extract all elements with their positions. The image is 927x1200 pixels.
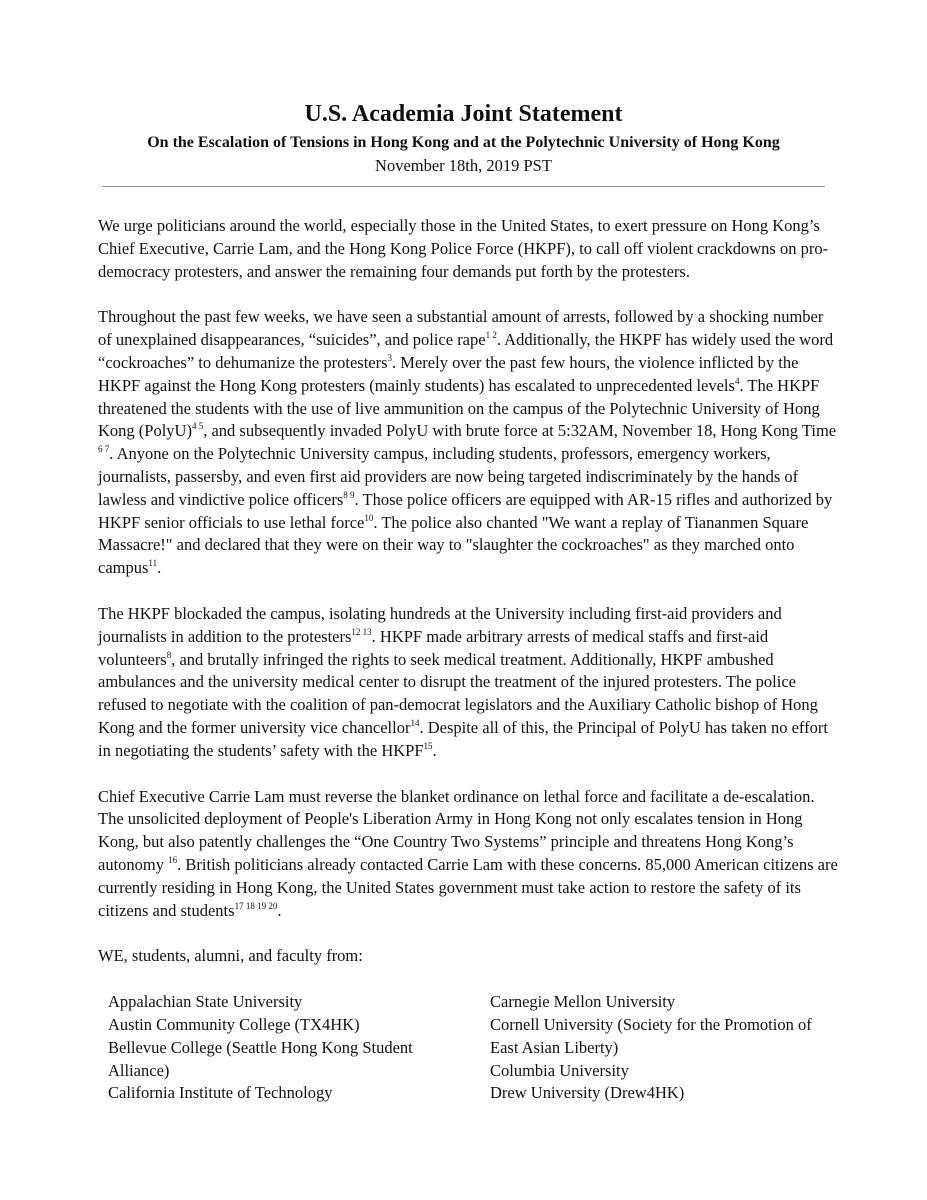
footnote-ref: 8 9 — [343, 489, 355, 500]
footnote-ref: 4 — [734, 375, 740, 386]
document-subtitle: On the Escalation of Tensions in Hong Kong and at the Polytechnic University of Hong Kong — [147, 134, 780, 151]
footnote-ref: 8 — [166, 649, 172, 660]
signatory-item: Cornell University (Society for the Promotion of East Asian Liberty) — [490, 1014, 812, 1057]
paragraph-text: Chief Executive Carrie Lam must reverse the blanket ordinance on lethal force and facilitate a de-escalation. The unsolicited deployment of People's Liberation Army in Hong Kong not only escalates tension in Hong Kong, but also patently challenges the “One Country Two Systems” principle and threatens Hong Kong’s autonomy — [98, 786, 815, 874]
footnote-ref: 11 — [148, 558, 158, 569]
footnote-ref: 3 — [387, 352, 393, 363]
footnote-ref: 15 — [423, 740, 433, 751]
footnote-ref: 6 7 — [98, 444, 110, 455]
paragraph-text: . Those police officers are equipped with AR-15 rifles and authorized by HKPF senior officials to use lethal force — [98, 489, 833, 532]
signatory-item: Carnegie Mellon University — [490, 992, 676, 1012]
paragraph-text: . HKPF made arbitrary arrests of medical staffs and first-aid volunteers — [98, 626, 769, 669]
paragraph-text: , and subsequently invaded PolyU with brute force at 5:32AM, November 18, Hong Kong Time — [203, 421, 837, 441]
footnote-ref: 14 — [410, 717, 420, 728]
paragraph-text: . Anyone on the Polytechnic University campus, including students, professors, emergency workers, journalists, passersby, and even first aid providers are now being targeted indiscriminately by the hands of lawless and vindictive police officers — [98, 444, 799, 509]
signatory-item: Columbia University — [490, 1060, 629, 1080]
footnote-ref: 17 18 19 20 — [234, 900, 278, 911]
paragraph-text: . — [432, 740, 437, 760]
paragraph-text: . British politicians already contacted Carrie Lam with these concerns. 85,000 American citizens are currently residing in Hong Kong, the United States government must take action to restore the safety of its citizens and students — [98, 854, 838, 920]
signatories-intro: WE, students, alumni, and faculty from: — [98, 946, 363, 966]
paragraph-text: Throughout the past few weeks, we have seen a substantial amount of arrests, followed by a shocking number of unexplained disappearances, “suicides”, and police rape — [98, 307, 824, 350]
body-paragraph — [98, 215, 838, 283]
signatories-column-right — [490, 991, 830, 1105]
footnote-ref: 12 13 — [351, 626, 372, 637]
signatory-item: Bellevue College (Seattle Hong Kong Student Alliance) — [108, 1037, 413, 1080]
signatory-item: California Institute of Technology — [108, 1083, 333, 1103]
paragraph-text: . Merely over the past few hours, the violence inflicted by the HKPF against the Hong Kong protesters (mainly students) has escalated to unprecedented levels — [98, 352, 799, 395]
signatory-item: Appalachian State University — [108, 992, 303, 1012]
footnote-ref: 10 — [364, 512, 374, 523]
paragraph-text: The HKPF blockaded the campus, isolating hundreds at the University including first-aid providers and journalists in addition to the protesters — [98, 603, 782, 646]
paragraph-text: We urge politicians around the world, especially those in the United States, to exert pressure on Hong Kong’s Chief Executive, Carrie Lam, and the Hong Kong Police Force (HKPF), to call off violent crackdowns on pro-democracy protesters, and answer the remaining four demands put forth by the protesters. — [98, 216, 829, 281]
document-title: U.S. Academia Joint Statement — [304, 101, 623, 127]
header-divider — [102, 186, 825, 187]
paragraph-text: . Despite all of this, the Principal of PolyU has taken no effort in negotiating the students’ safety with the HKPF — [98, 717, 828, 760]
paragraph-text: . The police also chanted "We want a replay of Tiananmen Square Massacre!" and declared that they were on their way to "slaughter the cockroaches" as they marched onto campus — [98, 512, 809, 578]
signatory-item: Drew University (Drew4HK) — [490, 1083, 685, 1103]
document-date: November 18th, 2019 PST — [375, 156, 552, 175]
document-header — [0, 98, 927, 177]
footnote-ref: 16 — [168, 854, 178, 865]
signatory-item: Austin Community College (TX4HK) — [108, 1014, 360, 1034]
paragraph-text: . Additionally, the HKPF has widely used the word “cockroaches” to dehumanize the protesters — [98, 330, 834, 372]
footnote-ref: 4 5 — [191, 421, 204, 432]
paragraph-text: , and brutally infringed the rights to seek medical treatment. Additionally, HKPF ambushed ambulances and the university medical center to disrupt the treatment of the injured protesters. The police refused to negotiate with the coalition of pan-democrat legislators and the Auxiliary Catholic bishop of Hong Kong and the former university vice chancellor — [98, 649, 818, 737]
paragraph-text: . The HKPF threatened the students with the use of live ammunition on the campus of the Polytechnic University of Hong Kong (PolyU) — [98, 375, 820, 441]
paragraph-text: . — [277, 900, 282, 920]
signatories-list — [98, 991, 838, 1105]
body-paragraph — [98, 306, 838, 580]
document-body — [98, 215, 838, 1105]
statement-paragraphs — [98, 215, 838, 922]
paragraph-text: . — [157, 558, 162, 578]
signatories-column-left — [108, 991, 438, 1105]
footnote-ref: 1 2 — [485, 330, 497, 341]
body-paragraph — [98, 603, 838, 763]
body-paragraph — [98, 786, 838, 923]
